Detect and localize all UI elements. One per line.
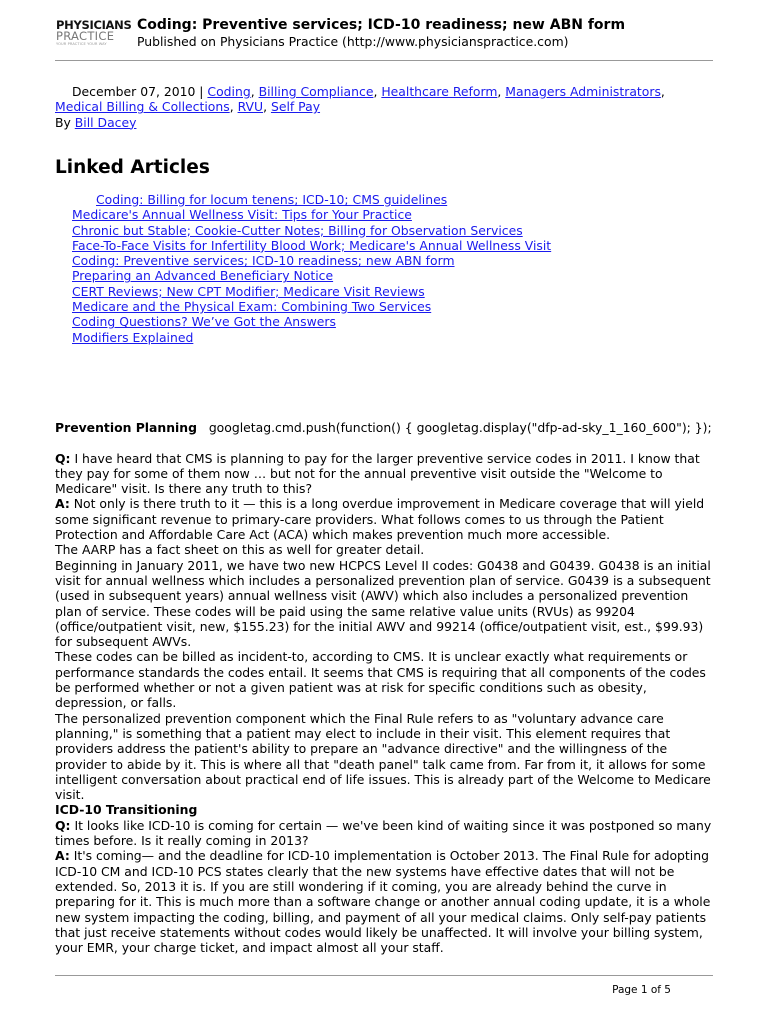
icd10-heading: [55, 802, 715, 817]
article-meta: [55, 84, 715, 130]
question-text: I have heard that CMS is planning to pay for the larger preventive service codes in 2011. I know that they pay for some of them now … but not for the annual preventive visit outside the "Welcome to Medicare" visit. Is there any truth to this?: [55, 450, 700, 497]
linked-articles-heading: Linked Articles: [55, 157, 210, 178]
list-item: [72, 253, 551, 268]
dateline-cont: Medical Billing & Collections, RVU, Self Pay: [55, 99, 321, 115]
linked-article-link[interactable]: Medicare and the Physical Exam: Combining Two Services: [72, 299, 432, 315]
logo-line-2: PRACTICE: [56, 29, 115, 43]
byline-prefix: By: [55, 114, 75, 130]
question-label: Q:: [55, 817, 71, 833]
page-number: Page 1 of 5: [612, 984, 671, 996]
category-link-medical-billing[interactable]: Medical Billing & Collections: [55, 99, 230, 115]
list-item: [72, 192, 551, 207]
question-text: It looks like ICD-10 is coming for certain — we've been kind of waiting since it was postponed so many times before. Is it really coming in 2013?: [55, 817, 712, 849]
published-source: Published on Physicians Practice (http://www.physicianspractice.com): [137, 34, 569, 49]
linked-article-link[interactable]: Coding: Preventive services; ICD-10 readiness; new ABN form: [72, 253, 455, 269]
list-item: [72, 223, 551, 238]
article-body: [55, 420, 715, 955]
linked-article-link[interactable]: Modifiers Explained: [72, 329, 194, 345]
prevention-section-intro: [55, 420, 715, 435]
document-title: Coding: Preventive services; ICD-10 readiness; new ABN form: [137, 17, 626, 33]
linked-article-link[interactable]: Coding: Billing for locum tenens; ICD-10; CMS guidelines: [96, 192, 448, 207]
list-item: [72, 314, 551, 329]
list-item: [72, 299, 551, 314]
paragraph: These codes can be billed as incident-to, according to CMS. It is unclear exactly what requirements or performance standards the codes entail. It seems that CMS is requiring that all components of the codes be performed whether or not a given patient was at risk for specific conditions such as obesity, depression, or falls.: [55, 649, 706, 711]
linked-article-link[interactable]: CERT Reviews; New CPT Modifier; Medicare Visit Reviews: [72, 283, 425, 299]
author-link[interactable]: Bill Dacey: [74, 114, 137, 130]
answer-text: Not only is there truth to it — this is a long overdue improvement in Medicare coverage that will yield some significant revenue to primary-care providers. What follows comes to us through the Patient Protection and Affordable Care Act (ACA) which makes prevention much more accessible.: [55, 496, 705, 543]
footer-divider: [55, 975, 713, 976]
question-2: [55, 818, 715, 849]
linked-article-link[interactable]: Face-To-Face Visits for Infertility Blood Work; Medicare's Annual Wellness Visit: [72, 237, 552, 253]
answer-label: A:: [55, 496, 70, 512]
answer-label: A:: [55, 848, 70, 864]
logo-tagline: YOUR PRACTICE YOUR WAY: [56, 42, 107, 46]
logo-line-1: PHYSICIANS: [56, 18, 132, 32]
linked-articles-list: [72, 192, 551, 345]
category-link-rvu[interactable]: RVU: [237, 99, 264, 115]
physicians-practice-logo: [56, 19, 130, 49]
question-label: Q:: [55, 450, 71, 466]
linked-article-link[interactable]: Coding Questions? We’ve Got the Answers: [72, 314, 336, 330]
article-date: December 07, 2010 |: [72, 84, 208, 99]
byline: [55, 115, 715, 130]
prevention-heading: Prevention Planning: [55, 420, 197, 435]
linked-article-link[interactable]: Preparing an Advanced Beneficiary Notice: [72, 268, 334, 284]
dateline: December 07, 2010 | Coding, Billing Compliance, Healthcare Reform, Managers Administrators,: [72, 84, 665, 99]
header-divider: [55, 60, 713, 61]
list-item: [72, 238, 551, 253]
category-link-self-pay[interactable]: Self Pay: [270, 99, 321, 115]
spacer: [55, 435, 715, 450]
linked-article-link[interactable]: Chronic but Stable; Cookie-Cutter Notes; Billing for Observation Services: [72, 222, 523, 238]
paragraph: Beginning in January 2011, we have two new HCPCS Level II codes: G0438 and G0439. G0438 is an initial visit for annual wellness which includes a personalized prevention plan of service. G0439 is a subsequent (used in subsequent years) annual wellness visit (AWV) which also includes a personalized prevention plan of service. These codes will be paid using the same relative value units (RVUs) as 99204 (office/outpatient visit, new, $155.23) for the initial AWV and 99214 (office/outpatient visit, est., $99.93) for subsequent AWVs.: [55, 557, 711, 650]
question-1: [55, 451, 715, 497]
list-item: [72, 330, 551, 345]
linked-article-link[interactable]: Medicare's Annual Wellness Visit: Tips for Your Practice: [72, 207, 412, 223]
answer-2: [55, 848, 715, 955]
paragraph: The AARP has a fact sheet on this as well for greater detail.: [55, 542, 425, 558]
icd10-heading-text: ICD-10 Transitioning: [55, 802, 198, 818]
list-item: [72, 284, 551, 299]
category-link-managers-administrators[interactable]: Managers Administrators: [505, 84, 661, 99]
answer-text: It's coming— and the deadline for ICD-10 implementation is October 2013. The Final Rule for adopting ICD-10 CM and ICD-10 PCS states clearly that the new systems have effective dates that will not be extended. So, 2013 it is. If you are still wondering if it coming, you are already behind the curve in preparing for it. This is much more than a software change or another annual coding update, it is a whole new system impacting the coding, billing, and payment of all your medical claims. Only self-pay patients that just receive statements without codes would likely be unaffected. It will involve your billing system, your EMR, your charge ticket, and impact almost all your staff.: [55, 848, 711, 956]
category-link-billing-compliance[interactable]: Billing Compliance: [258, 84, 374, 99]
list-item: [72, 268, 551, 283]
ad-script-text: googletag.cmd.push(function() { googletag.display("dfp-ad-sky_1_160_600"); });: [208, 420, 712, 435]
list-item: [72, 207, 551, 222]
paragraph: The personalized prevention component which the Final Rule refers to as "voluntary advance care planning," is something that a patient may elect to include in their visit. This element requires that providers address the patient's ability to prepare an "advance directive" and the willingness of the provider to abide by it. This is where all that "death panel" talk came from. Far from it, it allows for some intelligent conversation about practical end of life issues. This is already part of the Welcome to Medicare visit.: [55, 710, 711, 803]
category-link-coding[interactable]: Coding: [207, 84, 251, 99]
category-link-healthcare-reform[interactable]: Healthcare Reform: [381, 84, 498, 99]
answer-1: [55, 496, 715, 542]
